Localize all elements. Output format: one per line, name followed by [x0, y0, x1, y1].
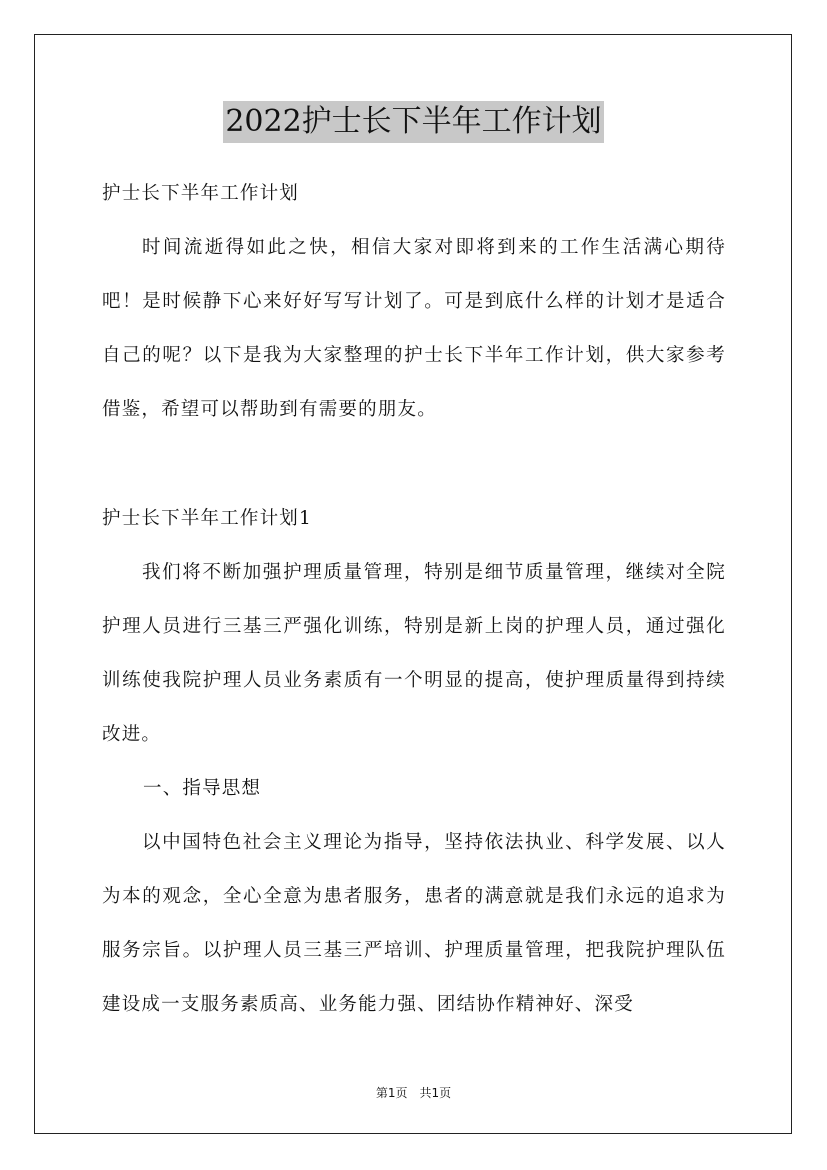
section-paragraph: 我们将不断加强护理质量管理，特别是细节质量管理，继续对全院护理人员进行三基三严强化训练，特别是新上岗的护理人员，通过强化训练使我院护理人员业务素质有一个明显的提高，使护理质量得到持续改进。 [102, 562, 726, 745]
intro-paragraph: 时间流逝得如此之快，相信大家对即将到来的工作生活满心期待吧！是时候静下心来好好写写计划了。可是到底什么样的计划才是适合自己的呢？以下是我为大家整理的护士长下半年工作计划，供大家参考借鉴，希望可以帮助到有需要的朋友。 [102, 237, 726, 420]
title-container [0, 101, 827, 143]
subsection-body [102, 816, 726, 1032]
page-footer: 第1页 共1页 [375, 1086, 452, 1100]
document-subtitle: 护士长下半年工作计划 [102, 183, 300, 204]
section-heading: 护士长下半年工作计划1 [102, 508, 312, 529]
intro-section [102, 221, 726, 437]
subsection-paragraph: 以中国特色社会主义理论为指导，坚持依法执业、科学发展、以人为本的观念，全心全意为患者服务，患者的满意就是我们永远的追求为服务宗旨。以护理人员三基三严培训、护理质量管理，把我院护理队伍建设成一支服务素质高、业务能力强、团结协作精神好、深受 [102, 832, 726, 1015]
subsection-heading: 一、指导思想 [143, 778, 262, 799]
section-body [102, 546, 726, 762]
document-title: 2022护士长下半年工作计划 [223, 101, 603, 143]
